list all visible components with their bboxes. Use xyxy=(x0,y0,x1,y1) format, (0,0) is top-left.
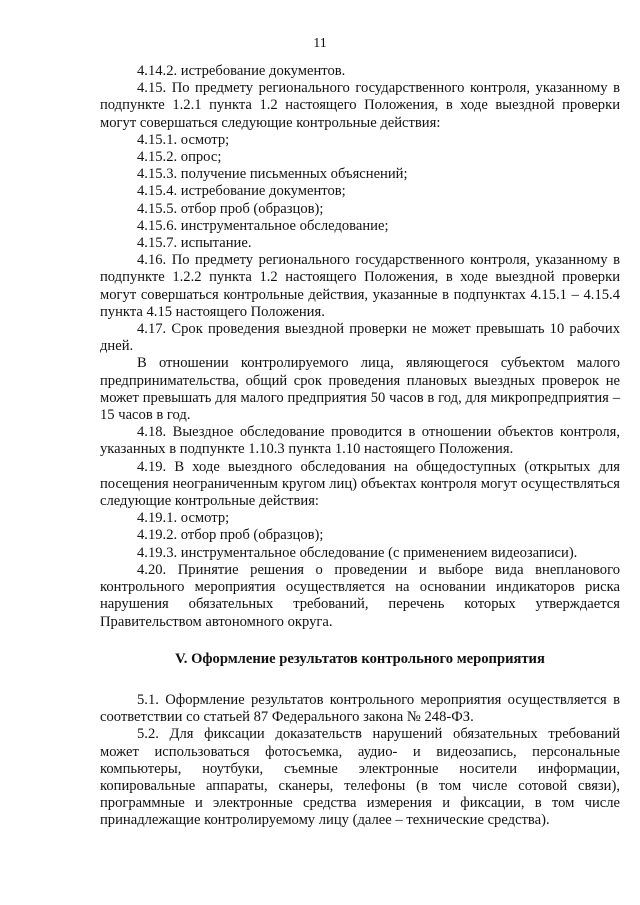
spacer xyxy=(100,668,620,692)
paragraph-4-15: 4.15. По предмету регионального государственного контроля, указанному в подпункте 1.2.1 пункта 1.2 настоящего Положения, в ходе выездной проверки могут совершаться следующие контрольные действия: xyxy=(100,80,620,131)
paragraph-4-15-6: 4.15.6. инструментальное обследование; xyxy=(137,217,389,234)
page-number: 11 xyxy=(313,36,327,51)
paragraph-4-18: 4.18. Выездное обследование проводится в отношении объектов контроля, указанных в подпункте 1.10.3 пункта 1.10 настоящего Положения. xyxy=(100,424,620,458)
paragraph-4-19-2: 4.19.2. отбор проб (образцов); xyxy=(137,527,324,544)
paragraph-4-15-3: 4.15.3. получение письменных объяснений; xyxy=(137,166,408,183)
paragraph-4-19: 4.19. В ходе выездного обследования на общедоступных (открытых для посещения неограниченным кругом лиц) объектах контроля могут осуществляться следующие контрольные действия: xyxy=(100,458,620,510)
paragraph-4-15-7: 4.15.7. испытание. xyxy=(137,235,252,252)
paragraph-4-19-3: 4.19.3. инструментальное обследование (с применением видеозаписи). xyxy=(137,544,578,561)
paragraph-4-17: 4.17. Срок проведения выездной проверки не может превышать 10 рабочих дней. xyxy=(100,321,620,355)
paragraph-small-business: В отношении контролируемого лица, являющегося субъектом малого предпринимательства, общий срок проведения плановых выездных проверок не может превышать для малого предприятия 50 часов в год, для микропредприятия – 15 часов в год. xyxy=(100,355,620,424)
paragraph-4-20: 4.20. Принятие решения о проведении и выборе вида внепланового контрольного мероприятия осуществляется на основании индикаторов риска нарушения обязательных требований, перечень которых утверждается Правительством автономного округа. xyxy=(100,561,620,630)
paragraph-4-14-2: 4.14.2. истребование документов. xyxy=(137,63,346,79)
paragraph-4-15-5: 4.15.5. отбор проб (образцов); xyxy=(137,200,324,217)
document-body xyxy=(100,63,620,830)
paragraph-4-15-2: 4.15.2. опрос; xyxy=(137,149,222,166)
paragraph-5-2: 5.2. Для фиксации доказательств нарушений обязательных требований может использоваться фотосъемка, аудио- и видеозапись, персональные компьютеры, ноутбуки, съемные электронные носители информации, копировальные аппараты, сканеры, телефоны (в том числе сотовой связи), программные и электронные средства измерения и фиксации, в том числе принадлежащие контролируемому лицу (далее – технические средства). xyxy=(100,726,620,829)
paragraph-5-1: 5.1. Оформление результатов контрольного мероприятия осуществляется в соответствии со статьей 87 Федерального закона № 248-ФЗ. xyxy=(100,691,620,726)
spacer xyxy=(100,631,620,651)
paragraph-4-19-1: 4.19.1. осмотр; xyxy=(137,510,230,527)
section-heading: V. Оформление результатов контрольного мероприятия xyxy=(175,650,545,667)
paragraph-4-15-1: 4.15.1. осмотр; xyxy=(137,131,230,148)
paragraph-4-16: 4.16. По предмету регионального государственного контроля, указанному в подпункте 1.2.2 пункта 1.2 настоящего Положения, в ходе выездной проверки могут совершаться контрольные действия, указанные в подпунктах 4.15.1 – 4.15.4 пункта 4.15 настоящего Положения. xyxy=(100,252,620,320)
paragraph-4-15-4: 4.15.4. истребование документов; xyxy=(137,183,346,200)
